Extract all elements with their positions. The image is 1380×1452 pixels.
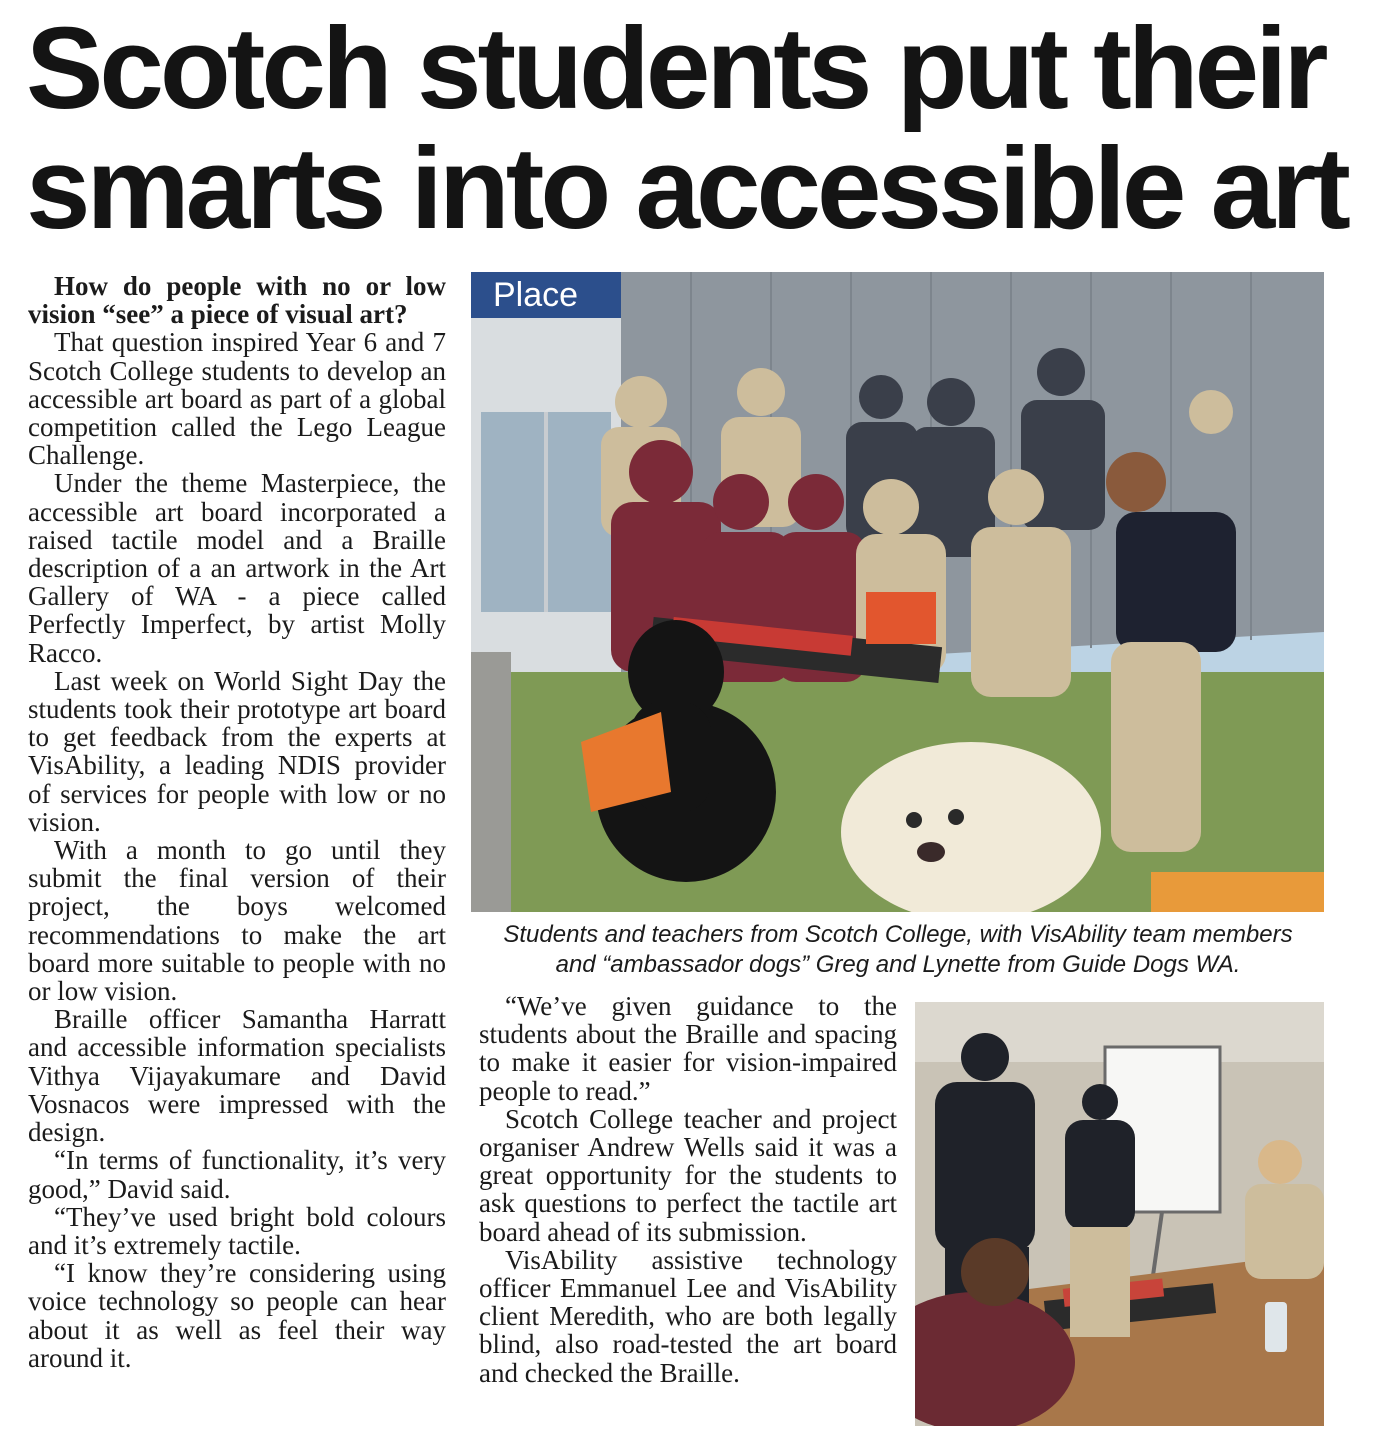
- paragraph: “I know they’re considering using voice technology so people can hear about it as well as feel their way around it.: [28, 1258, 446, 1373]
- workshop-photo: [915, 1002, 1324, 1426]
- caption-line-2: and “ambassador dogs” Greg and Lynette from Guide Dogs WA.: [555, 951, 1241, 978]
- headline: Scotch students put their smarts into accessible art: [26, 3, 1347, 253]
- group-photo: [471, 272, 1324, 912]
- sign-text: Place: [493, 276, 579, 314]
- paragraph: With a month to go until they submit the final version of their project, the boys welcomed recommendations to make the art board more suitable to people with no or low vision.: [28, 835, 446, 1007]
- article-column-2: [479, 992, 897, 1387]
- paragraph: Under the theme Masterpiece, the accessible art board incorporated a raised tactile model and a Braille description of a an artwork in the Art Gallery of WA - a piece called Perfectly Imperfect, by artist Molly Racco.: [28, 468, 446, 668]
- group-photo-illustration: [471, 272, 1324, 912]
- paragraph: “In terms of functionality, it’s very good,” David said.: [28, 1145, 446, 1204]
- workshop-photo-illustration: [915, 1002, 1324, 1426]
- paragraph: Scotch College teacher and project organiser Andrew Wells said it was a great opportunity for the students to ask questions to perfect the tactile art board ahead of its submission.: [479, 1103, 897, 1247]
- paragraph: VisAbility assistive technology officer Emmanuel Lee and VisAbility client Meredith, who are both legally blind, also road-tested the art board and checked the Braille.: [479, 1244, 897, 1388]
- paragraph: “They’ve used bright bold colours and it’s extremely tactile.: [28, 1201, 446, 1260]
- paragraph: Braille officer Samantha Harratt and accessible information specialists Vithya Vijayakumare and David Vosnacos were impressed with the design.: [28, 1004, 446, 1148]
- lead-paragraph: How do people with no or low vision “see” a piece of visual art?: [28, 271, 446, 330]
- caption-line-1: Students and teachers from Scotch College, with VisAbility team members: [503, 921, 1293, 948]
- paragraph: Last week on World Sight Day the students took their prototype art board to get feedback from the experts at VisAbility, a leading NDIS provider of services for people with low or no vision.: [28, 665, 446, 837]
- photo-caption: [466, 920, 1330, 980]
- article-column-1: [28, 272, 446, 1372]
- paragraph: “We’ve given guidance to the students about the Braille and spacing to make it easier for vision-impaired people to read.”: [479, 991, 897, 1106]
- paragraph: That question inspired Year 6 and 7 Scotch College students to develop an accessible art board as part of a global competition called the Lego League Challenge.: [28, 327, 446, 471]
